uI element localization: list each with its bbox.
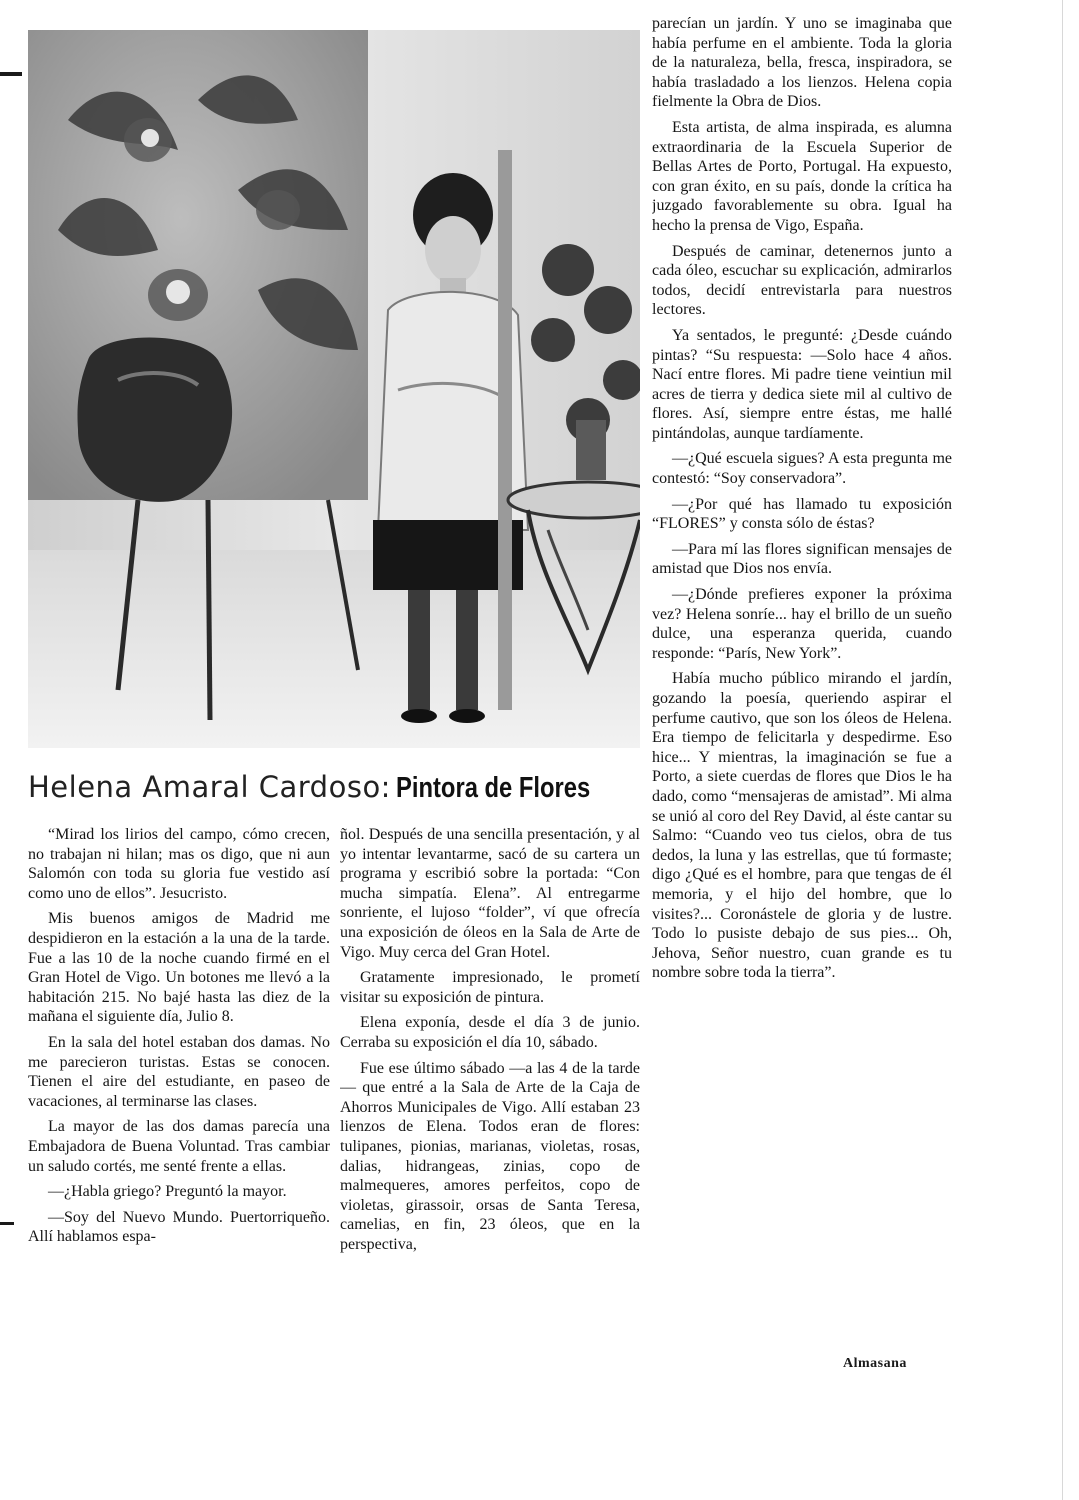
headline-name: Helena Amaral Cardoso:	[28, 770, 391, 804]
article-column-middle	[340, 825, 640, 1385]
margin-mark-top	[0, 72, 22, 76]
paragraph: —¿Por qué has llamado tu exposición “FLORES” y consta sólo de éstas?	[652, 495, 952, 533]
article-column-right	[652, 14, 952, 1344]
article-headline	[28, 770, 640, 816]
paragraph: —¿Qué escuela sigues? A esta pregunta me contestó: “Soy conservadora”.	[652, 450, 952, 488]
paragraph: —Soy del Nuevo Mundo. Puertorriqueño. Allí hablamos espa-	[28, 1208, 330, 1246]
article-column-left	[28, 825, 330, 1405]
author-signature: Almasana	[843, 1356, 907, 1371]
paragraph: En la sala del hotel estaban dos damas. No me parecieron turistas. Estas se conocen. Tienen el aire del estudiante, en paseo de vacaciones, al terminarse las clases.	[28, 1033, 330, 1110]
paragraph: La mayor de las dos damas parecía una Embajadora de Buena Voluntad. Tras cambiar un saludo cortés, me senté frente a ellas.	[28, 1118, 330, 1175]
paragraph: “Mirad los lirios del campo, cómo crecen, no trabajan ni hilan; mas os digo, que ni aun Salomón con toda su gloria fue vestido así como uno de ellos”. Jesucristo.	[28, 826, 330, 902]
paragraph: Gratamente impresionado, le prometí visitar su exposición de pintura.	[340, 969, 640, 1006]
paragraph: —Para mí las flores significan mensajes de amistad que Dios nos envía.	[652, 540, 952, 578]
paragraph: —¿Dónde prefieres exponer la próxima vez? Helena sonríe... hay el brillo de un sueño dulce, una esperanza querida, cuando responde: “París, New York”.	[652, 586, 952, 662]
paragraph: Esta artista, de alma inspirada, es alumna extraordinaria de la Escuela Superior de Bellas Artes de Porto, Portugal. Ha expuesto, con gran éxito, en su país, donde la crítica ha juzgado favorablemente su obra. Igual ha hecho la prensa de Vigo, España.	[652, 118, 952, 234]
paragraph: ñol. Después de una sencilla presentación, y al yo intentar levantarme, sacó de su cartera un programa y escribió sobre la portada: “Con mucha simpatía. Elena”. Al entregarme sonriente, el lujoso “folder”, ví que ofrecía una exposición de óleos en la Sala de Arte de Vigo. Muy cerca del Gran Hotel.	[340, 826, 640, 961]
paragraph: —¿Habla griego? Preguntó la mayor.	[48, 1183, 287, 1201]
article-photo	[28, 30, 640, 748]
paragraph: Fue ese último sábado —a las 4 de la tarde— que entré a la Sala de Arte de la Caja de Ahorros Municipales de Vigo. Allí estaban 23 lienzos de Elena. Todos eran de flores: tulipanes, pionias, marianas, violetas, rosas, dalias, hidrangeas, zinias, copo de malmequeres, amores perfeitos, copo de violetas, girassoir, orsas de Santa Teresa, camelias, en fin, 23 óleos, que en la perspectiva,	[340, 1059, 640, 1253]
headline-tagline: Pintora de Flores	[396, 772, 591, 804]
paragraph: Mis buenos amigos de Madrid me despidieron en la estación a la una de la tarde. Fue a las 10 de la noche cuando firmé en el Gran Hotel de Vigo. Un botones me llevó a la habitación 215. No bajé hasta las diez de la mañana el siguiente día, Julio 8.	[28, 910, 330, 1026]
paragraph: Había mucho público mirando el jardín, gozando la poesía, queriendo aspirar el perfume cautivo, que son los óleos de Helena. Era tiempo de felicitarla y despedirme. Eso hice... Y mientras, la imaginación se fue a Porto, a siete cuerdas de flores que Dios le ha dado, como “mensajeras de amistad”. Mi alma se unió al coro del Rey David, al éste cantar su Salmo: “Cuando veo tus cielos, obra de tus dedos, la luna y las estrellas, que tú formaste; digo ¿Qué es el hombre, para que tengas de él memoria, y el hijo del hombre, que lo visites?... Coronástele de gloria y de lustre. Todo lo pusiste debajo de sus pies... Oh, Jehova, Señor nuestro, cuan grande es tu nombre sobre toda la tierra”.	[652, 670, 952, 982]
paragraph: Ya sentados, le pregunté: ¿Desde cuándo pintas? “Su respuesta: —Solo hace 4 años. Nací entre flores. Mi padre tiene veintiun mil acres de tierra y dedica siete mil al cultivo de flores. Así, siempre entre éstas, me hallé pintándolas, aunque tardíamente.	[652, 326, 952, 442]
right-edge-line	[1062, 0, 1063, 1500]
paragraph: Después de caminar, detenernos junto a cada óleo, escuchar su explicación, admirarlos todos, decidí entrevistarla para nuestros lectores.	[652, 242, 952, 319]
margin-mark-bottom	[0, 1222, 14, 1225]
paragraph: parecían un jardín. Y uno se imaginaba que había perfume en el ambiente. Toda la gloria de la naturaleza, bella, fresca, inspiradora, se había trasladado a los lienzos. Helena copia fielmente la Obra de Dios.	[652, 15, 952, 111]
paragraph: Elena exponía, desde el día 3 de junio. Cerraba su exposición el día 10, sábado.	[340, 1014, 640, 1051]
